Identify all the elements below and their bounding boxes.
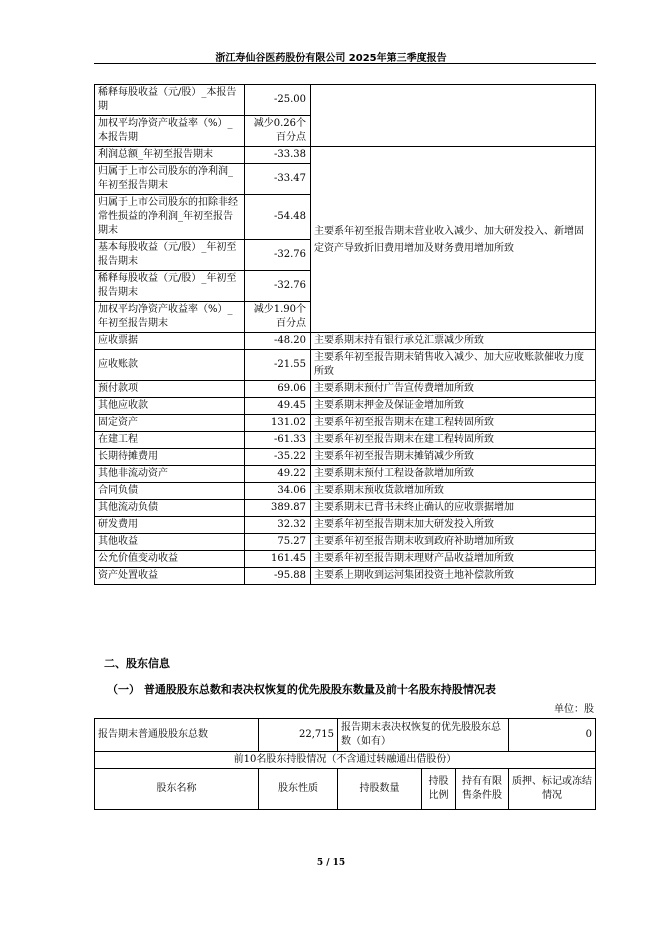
total-shareholders-label: 报告期末普通股股东总数 bbox=[95, 719, 259, 752]
row-change-value: 减少0.26个百分点 bbox=[245, 116, 311, 147]
row-item-label: 公允价值变动收益 bbox=[95, 551, 245, 568]
row-change-value: 32.32 bbox=[245, 517, 311, 534]
table-row bbox=[95, 449, 596, 466]
row-reason: 主要系年初至报告期末加大研发投入所致 bbox=[311, 517, 596, 534]
row-change-value: 389.87 bbox=[245, 500, 311, 517]
row-reason: 主要系期末持有银行承兑汇票减少所致 bbox=[311, 333, 596, 350]
row-item-label: 加权平均净资产收益率（%）_本报告期 bbox=[95, 116, 245, 147]
table-row bbox=[95, 534, 596, 551]
row-reason: 主要系期末预付工程设备款增加所致 bbox=[311, 466, 596, 483]
row-item-label: 稀释每股收益（元/股）_年初至报告期末 bbox=[95, 271, 245, 302]
row-change-value: -61.33 bbox=[245, 432, 311, 449]
row-reason: 主要系期末已背书未终止确认的应收票据增加 bbox=[311, 500, 596, 517]
row-reason: 主要系年初至报告期末摊销减少所致 bbox=[311, 449, 596, 466]
shareholder-table bbox=[94, 718, 596, 810]
table-row bbox=[95, 415, 596, 432]
row-item-label: 长期待摊费用 bbox=[95, 449, 245, 466]
row-item-label: 稀释每股收益（元/股）_本报告期 bbox=[95, 85, 245, 116]
row-item-label: 其他收益 bbox=[95, 534, 245, 551]
merged-reason: 主要系年初至报告期末营业收入减少、加大研发投入、新增固定资产导致折旧费用增加及财务费用增加所致 bbox=[311, 147, 596, 333]
row-change-value: 减少1.90个百分点 bbox=[245, 302, 311, 333]
row-item-label: 基本每股收益（元/股）_年初至报告期末 bbox=[95, 240, 245, 271]
row-change-value: -35.22 bbox=[245, 449, 311, 466]
table-row bbox=[95, 432, 596, 449]
row-change-value: -32.76 bbox=[245, 271, 311, 302]
table-row bbox=[95, 381, 596, 398]
row-change-value: -33.38 bbox=[245, 147, 311, 164]
row-item-label: 研发费用 bbox=[95, 517, 245, 534]
col-shareholder-name: 股东名称 bbox=[95, 769, 259, 810]
preferred-shareholders-label: 报告期末表决权恢复的优先股股东总数（如有） bbox=[338, 719, 509, 752]
row-item-label: 其他应收款 bbox=[95, 398, 245, 415]
row-reason: 主要系期末预付广告宣传费增加所致 bbox=[311, 381, 596, 398]
section-subtitle: （一） 普通股股东总数和表决权恢复的优先股股东数量及前十名股东持股情况表 bbox=[107, 683, 496, 696]
row-reason: 主要系年初至报告期末理财产品收益增加所致 bbox=[311, 551, 596, 568]
row-change-value: -25.00 bbox=[245, 85, 311, 116]
col-share-ratio: 持股比例 bbox=[422, 769, 456, 810]
row-reason: 主要系年初至报告期末销售收入减少、加大应收账款催收力度所致 bbox=[311, 350, 596, 381]
row-reason: 主要系期末押金及保证金增加所致 bbox=[311, 398, 596, 415]
table-row bbox=[95, 333, 596, 350]
row-reason: 主要系年初至报告期末在建工程转固所致 bbox=[311, 415, 596, 432]
col-share-count: 持股数量 bbox=[338, 769, 422, 810]
row-item-label: 资产处置收益 bbox=[95, 568, 245, 585]
row-item-label: 应收账款 bbox=[95, 350, 245, 381]
row-change-value: 49.45 bbox=[245, 398, 311, 415]
row-change-value: 75.27 bbox=[245, 534, 311, 551]
row-change-value: 161.45 bbox=[245, 551, 311, 568]
table-row bbox=[95, 500, 596, 517]
page-header-title: 浙江寿仙谷医药股份有限公司 2025年第三季度报告 bbox=[215, 53, 447, 64]
row-reason: 主要系年初至报告期末在建工程转固所致 bbox=[311, 432, 596, 449]
change-reason-table bbox=[94, 84, 596, 585]
table-row bbox=[95, 398, 596, 415]
empty-reason-cell bbox=[311, 85, 596, 147]
row-item-label: 预付款项 bbox=[95, 381, 245, 398]
table-row bbox=[95, 350, 596, 381]
section-title: 二、股东信息 bbox=[104, 657, 170, 670]
unit-label: 单位：股 bbox=[554, 704, 594, 715]
table-row bbox=[95, 466, 596, 483]
col-shareholder-type: 股东性质 bbox=[259, 769, 338, 810]
row-item-label: 加权平均净资产收益率（%）_年初至报告期末 bbox=[95, 302, 245, 333]
row-change-value: 49.22 bbox=[245, 466, 311, 483]
row-item-label: 合同负债 bbox=[95, 483, 245, 500]
row-item-label: 其他流动负债 bbox=[95, 500, 245, 517]
row-change-value: 34.06 bbox=[245, 483, 311, 500]
col-restricted-shares: 持有有限售条件股 bbox=[456, 769, 509, 810]
col-pledge-status: 质押、标记或冻结情况 bbox=[509, 769, 596, 810]
row-item-label: 其他非流动资产 bbox=[95, 466, 245, 483]
row-change-value: -21.55 bbox=[245, 350, 311, 381]
table-row bbox=[95, 147, 596, 164]
row-item-label: 在建工程 bbox=[95, 432, 245, 449]
row-item-label: 利润总额_年初至报告期末 bbox=[95, 147, 245, 164]
row-change-value: -33.47 bbox=[245, 164, 311, 195]
row-change-value: 131.02 bbox=[245, 415, 311, 432]
row-change-value: -48.20 bbox=[245, 333, 311, 350]
row-change-value: -32.76 bbox=[245, 240, 311, 271]
row-item-label: 归属于上市公司股东的净利润_年初至报告期末 bbox=[95, 164, 245, 195]
row-reason: 主要系上期收到运河集团投资土地补偿款所致 bbox=[311, 568, 596, 585]
row-change-value: 69.06 bbox=[245, 381, 311, 398]
row-change-value: -54.48 bbox=[245, 195, 311, 240]
table-row bbox=[95, 483, 596, 500]
row-item-label: 应收票据 bbox=[95, 333, 245, 350]
header-divider bbox=[94, 63, 596, 64]
total-shareholders-value: 22,715 bbox=[259, 719, 338, 752]
table-row bbox=[95, 85, 596, 116]
row-item-label: 归属于上市公司股东的扣除非经常性损益的净利润_年初至报告期末 bbox=[95, 195, 245, 240]
page-number: 5 / 15 bbox=[316, 858, 346, 868]
preferred-shareholders-value: 0 bbox=[509, 719, 596, 752]
table-row bbox=[95, 551, 596, 568]
table-row bbox=[95, 568, 596, 585]
table-row bbox=[95, 517, 596, 534]
row-change-value: -95.88 bbox=[245, 568, 311, 585]
row-item-label: 固定资产 bbox=[95, 415, 245, 432]
row-reason: 主要系年初至报告期末收到政府补助增加所致 bbox=[311, 534, 596, 551]
top10-title: 前10名股东持股情况（不含通过转融通出借股份） bbox=[95, 752, 596, 769]
row-reason: 主要系期末预收货款增加所致 bbox=[311, 483, 596, 500]
